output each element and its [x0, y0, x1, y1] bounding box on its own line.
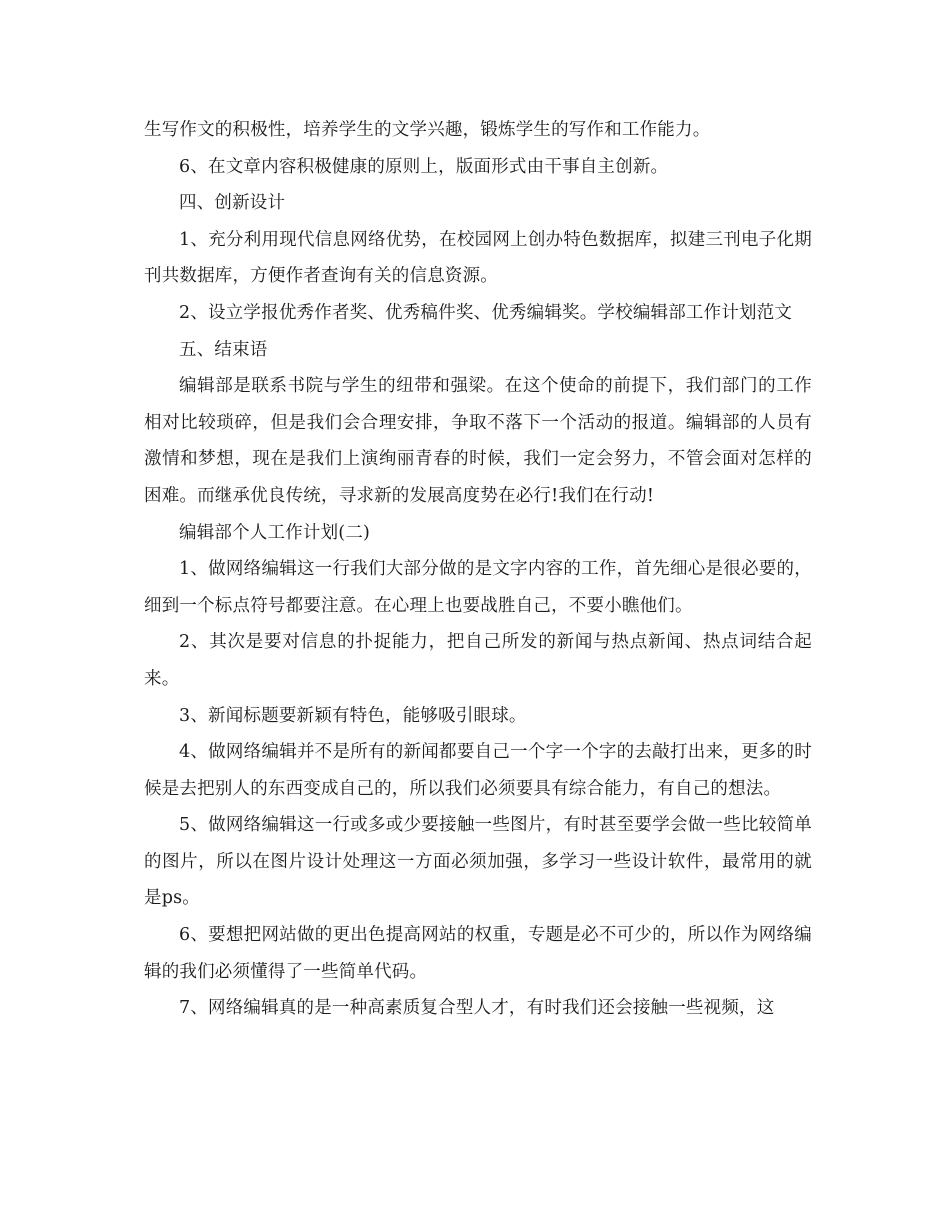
paragraph-plan-item-1: 1、做网络编辑这一行我们大部分做的是文字内容的工作，首先细心是很必要的，细到一个标点符号都要注意。在心理上也要战胜自己，不要小瞧他们。: [144, 559, 812, 616]
paragraph-continuation: 生写作文的积极性，培养学生的文学兴趣，锻炼学生的写作和工作能力。: [144, 120, 711, 140]
section-heading-personal-plan: 编辑部个人工作计划(二): [179, 522, 371, 543]
document-body: [144, 112, 812, 1027]
paragraph-plan-item-7: 7、网络编辑真的是一种高素质复合型人才，有时我们还会接触一些视频，这: [179, 998, 775, 1019]
paragraph-plan-item-5: 5、做网络编辑这一行或多或少要接触一些图片，有时甚至要学会做一些比较简单的图片，所以在图片设计处理这一方面必须加强，多学习一些设计软件，最常用的就是ps。: [144, 815, 812, 909]
paragraph-conclusion: 编辑部是联系书院与学生的纽带和强梁。在这个使命的前提下，我们部门的工作相对比较琐碎，但是我们会合理安排，争取不落下一个活动的报道。编辑部的人员有激情和梦想，现在是我们上演绚丽青春的时候，我们一定会努力，不管会面对怎样的困难。而继承优良传统，寻求新的发展高度势在必行!我们在行动!: [144, 376, 812, 506]
paragraph-plan-item-2: 2、其次是要对信息的扑捉能力，把自己所发的新闻与热点新闻、热点词结合起来。: [144, 632, 812, 689]
paragraph-item-2: 2、设立学报优秀作者奖、优秀稿件奖、优秀编辑奖。学校编辑部工作计划范文: [179, 302, 793, 323]
paragraph-item-6: 6、在文章内容积极健康的原则上，版面形式由干事自主创新。: [179, 156, 669, 177]
paragraph-plan-item-6: 6、要想把网站做的更出色提高网站的权重，专题是必不可少的，所以作为网络编辑的我们必须懂得了一些简单代码。: [144, 925, 812, 982]
paragraph-item-1: 1、充分利用现代信息网络优势，在校园网上创办特色数据库，拟建三刊电子化期刊共数据库，方便作者查询有关的信息资源。: [144, 229, 812, 287]
section-heading-conclusion: 五、结束语: [179, 339, 268, 360]
paragraph-plan-item-4: 4、做网络编辑并不是所有的新闻都要自己一个字一个字的去敲打出来，更多的时候是去把别人的东西变成自己的，所以我们必须要具有综合能力，有自己的想法。: [144, 742, 812, 799]
section-heading-innovation: 四、创新设计: [179, 193, 286, 214]
paragraph-plan-item-3: 3、新闻标题要新颖有特色，能够吸引眼球。: [179, 705, 527, 726]
